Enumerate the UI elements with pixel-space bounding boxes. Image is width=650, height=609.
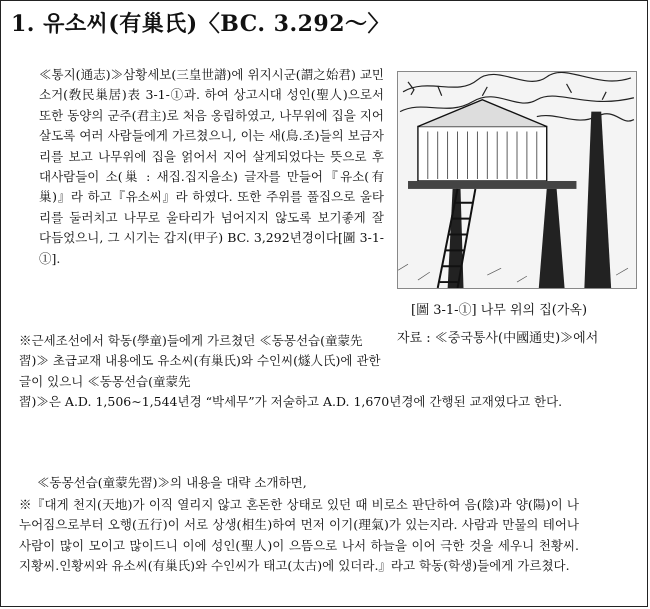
treehouse-drawing: [398, 72, 636, 288]
figure-caption: [圖 3-1-①] 나무 위의 집(가옥): [411, 303, 588, 318]
quote-block: ※『대게 천지(天地)가 이직 열리지 않고 혼돈한 상태로 있던 때 비로소 판단하여 음(陰)과 양(陽)이 나누어짐으로부터 오행(五行)이 서로 상생(相生)하여 먼저 이기(理氣)가 있는지라. 사람과 만물의 테어나 사람이 많이 모이고 많이드니 이에 성인(聖人)이 으뜸으로 나서 하늘을 이어 극한 것을 세우니 천황씨.지황씨.인황씨와 유소씨(有巢氏)와 수인씨가 태고(太古)에 있더라.』라고 학동(학생)들에게 가르쳤다.: [19, 497, 579, 574]
page-title: 1. 유소씨(有巢氏)〈BC. 3.292〜〉: [11, 11, 391, 37]
body-paragraph: ≪통지(通志)≫삼황세보(三皇世譜)에 위지시군(謂之始君) 교민소거(敎民巢居)表 3-1-①과. 하여 상고시대 성인(聖人)으로서 또한 동양의 군주(君主)로 처음 옹립하였고, 나무위에 집을 지어 살도록 여러 사람들에게 가르쳤으니, 이는 새(鳥.조)들의 보금자리를 보고 나무위에 집을 얽어서 지어 살게되었다는 뜻으로 후대사람들이 소(巢 : 새집.집지을소) 글자를 만들어『유소(有巢)』라 하고『유소씨』라 하였다. 또한 주위를 풀집으로 울타리를 둘러치고 나무로 울타리가 넘어지지 않도록 보기좋게 잘 다듬었으니, 그 시기는 갑지(甲子) BC. 3,292년경이다[圖 3-1-①].: [39, 67, 384, 266]
note-block: [19, 331, 574, 413]
note-line-1: ※근세조선에서 학동(學童)들에게 가르쳤던 ≪동몽선습(童蒙先習)≫ 초급교재 내용에도 유소씨(有巢氏)와 수인씨(燧人氏)에 관한 글이 있으니 ≪동몽선습(童蒙先: [19, 333, 381, 389]
note-line-2: 習)≫은 A.D. 1,506∼1,544년경 “박세무”가 저술하고 A.D. 1,670년경에 간행된 교재였다고 한다.: [19, 394, 563, 410]
intro-line: ≪동몽선습(童蒙先習)≫의 내용을 대략 소개하면,: [37, 475, 307, 490]
figure-source: 자료 : ≪중국통사(中國通史)≫에서: [397, 331, 599, 346]
treehouse-illustration: [397, 71, 637, 289]
